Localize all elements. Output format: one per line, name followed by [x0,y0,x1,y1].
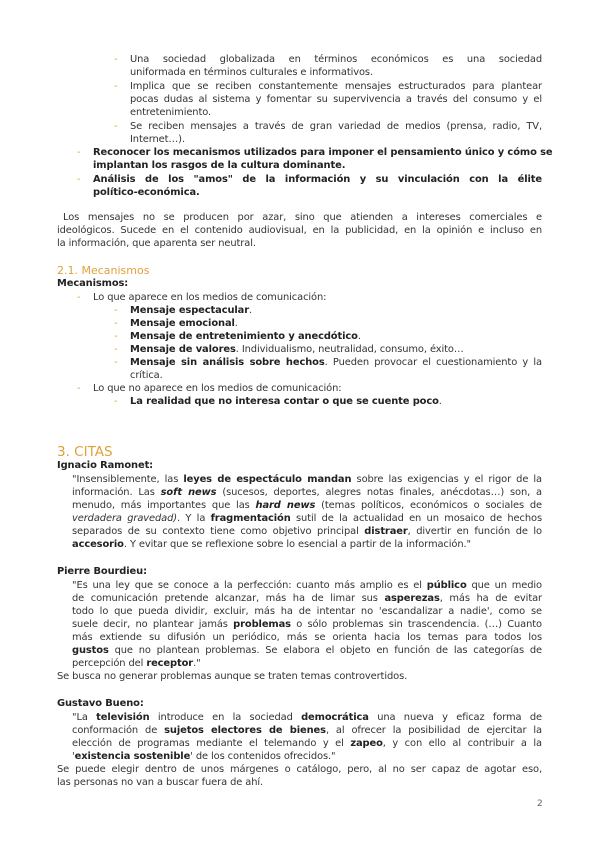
appears-item-5: Mensaje sin análisis sobre hechos. Pueden provocar el cuestionamiento y la [130,357,542,368]
paragraph-line-1: Los mensajes no se producen por azar, sino que atienden a intereses comerciales e [63,212,542,223]
quote-author-bourdieu: Pierre Bourdieu: [57,566,147,577]
sub-item-2-line-3: entretenimiento. [130,107,212,118]
bourdieu-line-2: de comunicación pretende alcanzar, más ha de limar sus asperezas, más ha de evitar [72,593,542,604]
list-dash: - [114,357,118,368]
section-heading-3: 3. CITAS [57,444,113,460]
bueno-line-1: "La televisión introduce en la sociedad democrática una nueva y eficaz forma de [72,712,542,723]
item-amos-line-2: político-económica. [93,187,200,198]
sub-item-2-line-2: pocas dudas al sistema y fomentar su supervivencia a través del consumo y el [130,94,542,105]
sub-item-3-line-2: Internet…). [130,134,185,145]
bourdieu-line-7: percepción del receptor." [72,658,201,669]
ramonet-line-5: separados de su contexto tiene como objetivo principal distraer, divertir en función de lo [72,526,542,537]
bourdieu-line-1: "Es una ley que se conoce a la perfección: cuanto más amplio es el público que un medio [72,580,542,591]
item-mechanisms-line-1: Reconocer los mecanismos utilizados para imponer el pensamiento único y cómo se [93,147,553,158]
appears-item-1: Mensaje espectacular. [130,305,253,316]
list-dash: - [77,147,81,158]
quote-author-bueno: Gustavo Bueno: [57,698,144,709]
sub-item-1-line-1: Una sociedad globalizada en términos económicos es una sociedad [130,54,542,65]
list-dash: - [114,81,118,92]
appears-label: Lo que aparece en los medios de comunicación: [93,292,327,303]
bourdieu-line-3: todo lo que pueda dividir, excluir, más ha de intentar no 'escandalizar a nadie', como se [72,606,542,617]
quote-author-ramonet: Ignacio Ramonet: [57,460,154,471]
bueno-line-3: elección de programas mediante el telemando y el zapeo, y con ello al contribuir a la [72,738,542,749]
sub-item-2-line-1: Implica que se reciben constantemente mensajes estructurados para plantear [130,81,542,92]
bueno-note-line-2: las personas no van a buscar fuera de ahí. [57,777,264,788]
ramonet-line-1: "Insensiblemente, las leyes de espectáculo mandan sobre las exigencias y el rigor de la [72,474,543,485]
bourdieu-line-4: suele decir, no plantear jamás problemas o sólo problemas sin trascendencia. (…) Cuanto [72,619,542,630]
list-dash: - [114,331,118,342]
list-dash: - [114,121,118,132]
ramonet-line-3: menudo, más importantes que las hard news (temas políticos, económicos o sociales de [72,500,542,511]
sub-item-1-line-2: uniformada en términos culturales e informativos. [130,67,374,78]
appears-item-3: Mensaje de entretenimiento y anecdótico. [130,331,361,342]
bueno-line-4: 'existencia sostenible' de los contenidos ofrecidos." [72,751,336,762]
list-dash: - [114,54,118,65]
bueno-note-line-1: Se puede elegir dentro de unos márgenes o catálogo, pero, al no ser capaz de agotar eso, [57,764,542,775]
section-heading-2-1: 2.1. Mecanismos [57,264,150,277]
bueno-line-2: conformación de sujetos electores de bienes, al ofrecer la posibilidad de ejercitar la [72,725,542,736]
appears-item-5-line-2: crítica. [130,370,163,381]
list-dash: - [114,344,118,355]
appears-item-2: Mensaje emocional. [130,318,238,329]
page-number: 2 [537,799,543,809]
list-dash: - [114,305,118,316]
ramonet-line-2: información. Las soft news (sucesos, deportes, alegres notas finales, anécdotas…) son, a [72,487,543,498]
list-dash: - [114,396,118,407]
list-dash: - [77,292,81,303]
not-appears-item-1: La realidad que no interesa contar o que se cuente poco. [130,396,442,407]
list-dash: - [77,174,81,185]
mechanisms-label: Mecanismos: [57,278,129,289]
list-dash: - [114,318,118,329]
item-amos-line-1: Análisis de los "amos" de la información y su vinculación con la élite [93,174,542,185]
bourdieu-note: Se busca no generar problemas aunque se traten temas controvertidos. [57,671,408,682]
appears-item-4: Mensaje de valores. Individualismo, neutralidad, consumo, éxito… [130,344,464,355]
not-appears-label: Lo que no aparece en los medios de comunicación: [93,383,342,394]
bourdieu-line-5: más extiende su difusión un periódico, más se orienta hacia los temas para todos los [72,632,542,643]
ramonet-line-6: accesorio. Y evitar que se reflexione sobre lo esencial a partir de la información." [72,539,471,550]
sub-item-3-line-1: Se reciben mensajes a través de gran variedad de medios (prensa, radio, TV, [130,121,542,132]
ramonet-line-4: verdadera gravedad). Y la fragmentación sutil de la actualidad en un mosaico de hechos [72,513,542,524]
list-dash: - [77,383,81,394]
item-mechanisms-line-2: implantan los rasgos de la cultura dominante. [93,160,346,171]
bourdieu-line-6: gustos que no plantean problemas. Se elabora el objeto en función de las categorías de [72,645,542,656]
paragraph-line-2: ideológicos. Sucede en el contenido audiovisual, en la publicidad, en la opinión e incluso en [57,225,542,236]
paragraph-line-3: la información, que aparenta ser neutral. [57,238,256,249]
